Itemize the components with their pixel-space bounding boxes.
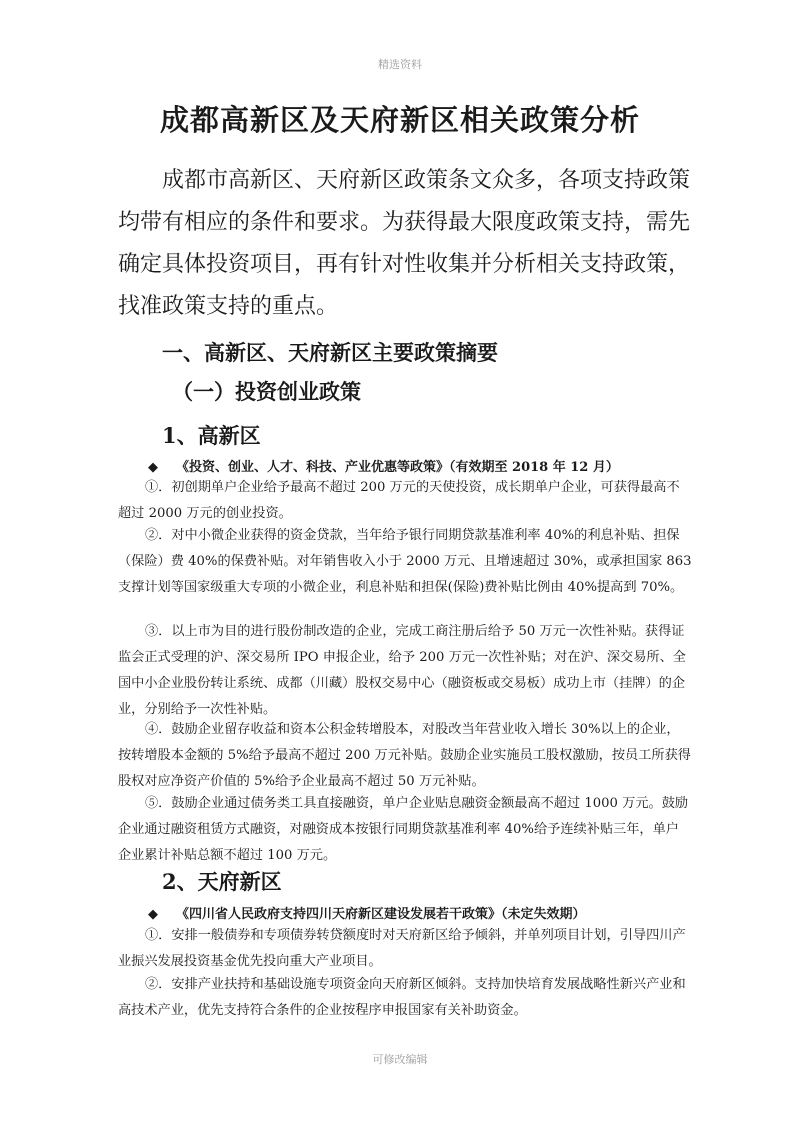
- subsection-heading: （一）投资创业政策: [172, 379, 361, 404]
- gaoxin-item-2: ②．对中小微企业获得的资金贷款，当年给予银行同期贷款基准利率 40%的利息补贴、担保（保险）费 40%的保费补贴。对年销售收入小于 2000 万元、且增速超过 30%，或承担国家 863 支撑计划等国家级重大专项的小微企业，利息补贴和担保(保险)费补贴比例由 40%提高到 70%。: [118, 528, 692, 595]
- gaoxin-policy-title: 《投资、创业、人才、科技、产业优惠等政策》（有效期至 2018 年 12 月）: [176, 460, 619, 475]
- document-title: 成都高新区及天府新区相关政策分析: [159, 103, 640, 137]
- gaoxin-policy-line: [148, 456, 619, 475]
- diamond-bullet-icon: ◆: [148, 460, 158, 475]
- tianfu-item-2: ②．安排产业扶持和基础设施专项资金向天府新区倾斜。支持加快培育发展战略性新兴产业和高技术产业，优先支持符合条件的企业按程序申报国家有关补助资金。: [118, 977, 686, 1018]
- gaoxin-item-5: ⑤．鼓励企业通过债务类工具直接融资，单户企业贴息融资金额最高不超过 1000 万元。鼓励企业通过融资租赁方式融资，对融资成本按银行同期贷款基准利率 40%给予连续补贴三年，单户企业累计补贴总额不超过 100 万元。: [118, 796, 689, 863]
- gaoxin-heading: 1、高新区: [162, 423, 261, 448]
- gaoxin-item-1: ①．初创期单户企业给予最高不超过 200 万元的天使投资，成长期单户企业，可获得最高不超过 2000 万元的创业投资。: [118, 480, 680, 521]
- tianfu-item-1: ①．安排一般债券和专项债券转贷额度时对天府新区给予倾斜，并单列项目计划，引导四川产业振兴发展投资基金优先投向重大产业项目。: [118, 928, 686, 969]
- gaoxin-item-4: ④．鼓励企业留存收益和资本公积金转增股本，对股改当年营业收入增长 30%以上的企业，按转增股本金额的 5%给予最高不超过 200 万元补贴。鼓励企业实施员工股权激励，按员工所获得股权对应净资产价值的 5%给予企业最高不超过 50 万元补贴。: [118, 722, 691, 789]
- tianfu-policy-title: 《四川省人民政府支持四川天府新区建设发展若干政策》（未定失效期）: [176, 907, 586, 922]
- header-tag: 精选资料: [378, 58, 422, 71]
- footer-tag: 可修改编辑: [372, 1053, 428, 1066]
- intro-paragraph: 成都市高新区、天府新区政策条文众多，各项支持政策均带有相应的条件和要求。为获得最大限度政策支持，需先确定具体投资项目，再有针对性收集并分析相关支持政策，找准政策支持的重点。: [118, 168, 691, 319]
- section-heading: 一、高新区、天府新区主要政策摘要: [162, 340, 498, 365]
- diamond-bullet-icon: ◆: [148, 907, 158, 922]
- tianfu-policy-line: [148, 903, 586, 922]
- tianfu-heading: 2、天府新区: [162, 869, 282, 894]
- gaoxin-item-3: ③．以上市为目的进行股份制改造的企业，完成工商注册后给予 50 万元一次性补贴。获得证监会正式受理的沪、深交易所 IPO 申报企业，给予 200 万元一次性补贴；对在沪、深交易所、全国中小企业股份转让系统、成都（川藏）股权交易中心（融资板或交易板）成功上市（挂牌）的企业，分别给予一次性补贴。: [118, 624, 686, 717]
